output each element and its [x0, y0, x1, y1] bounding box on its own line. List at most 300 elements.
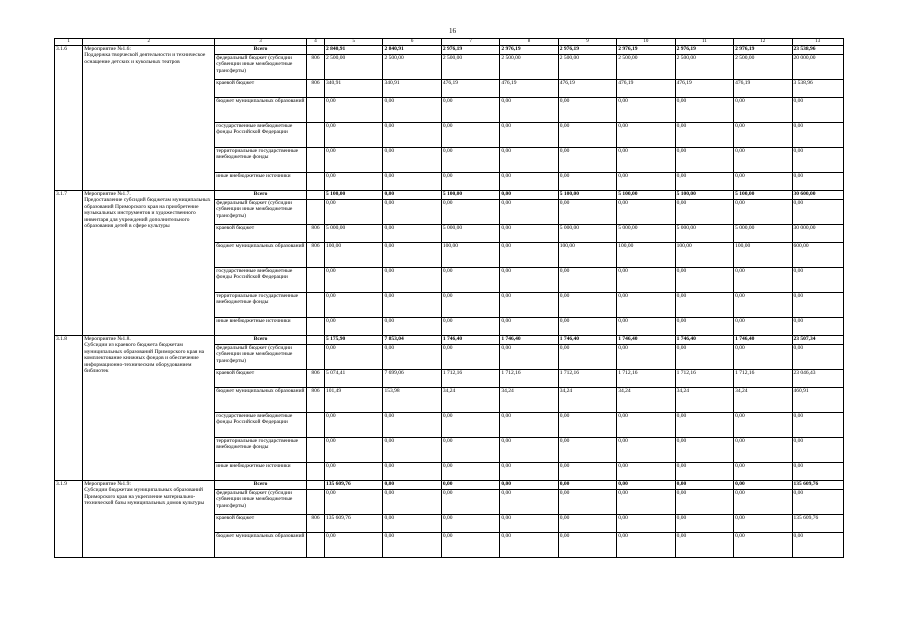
amount-cell: 34,24 [558, 388, 616, 413]
department-code [306, 46, 324, 55]
amount-cell: 0,00 [500, 345, 558, 370]
item-number: 3.1.8 [55, 336, 83, 481]
amount-cell: 0,00 [441, 268, 499, 293]
amount-cell: 0,00 [383, 148, 441, 173]
department-code [306, 191, 324, 200]
amount-cell: 5 000,00 [617, 225, 675, 243]
funding-source: бюджет муниципальных образований [215, 388, 307, 413]
amount-cell: 5 100,00 [734, 191, 792, 200]
amount-cell: 0,00 [792, 173, 843, 191]
amount-cell: 0,00 [792, 345, 843, 370]
department-code [306, 123, 324, 148]
amount-cell: 0,00 [734, 318, 792, 336]
amount-cell: 2 500,00 [734, 55, 792, 80]
column-number: 1 [55, 39, 83, 46]
amount-cell: 0,00 [325, 173, 383, 191]
amount-cell: 0,00 [734, 293, 792, 318]
funding-source: территориальные государственные внебюджетные фонды [215, 438, 307, 463]
amount-cell: 0,00 [383, 293, 441, 318]
amount-cell: 0,00 [325, 345, 383, 370]
amount-cell: 0,00 [441, 123, 499, 148]
amount-cell: 2 840,91 [325, 46, 383, 55]
amount-cell: 100,00 [558, 243, 616, 268]
department-code: 806 [306, 55, 324, 80]
amount-cell: 0,00 [617, 200, 675, 225]
amount-cell: 0,00 [558, 148, 616, 173]
amount-cell: 0,00 [734, 123, 792, 148]
amount-cell: 0,00 [383, 200, 441, 225]
amount-cell: 0,00 [500, 148, 558, 173]
amount-cell: 0,00 [558, 438, 616, 463]
column-number: 13 [792, 39, 843, 46]
amount-cell: 0,00 [441, 515, 499, 533]
amount-cell: 0,00 [383, 191, 441, 200]
amount-cell: 0,00 [675, 345, 733, 370]
amount-cell: 0,00 [792, 533, 843, 558]
amount-cell: 0,00 [617, 515, 675, 533]
department-code [306, 268, 324, 293]
amount-cell: 34,24 [500, 388, 558, 413]
amount-cell: 0,00 [325, 293, 383, 318]
amount-cell: 0,00 [500, 293, 558, 318]
amount-cell: 0,00 [383, 225, 441, 243]
funding-source: бюджет муниципальных образований [215, 533, 307, 558]
department-code [306, 413, 324, 438]
activity-title: Мероприятие №1.9: [84, 481, 131, 487]
amount-cell: 0,00 [325, 438, 383, 463]
amount-cell: 0,00 [500, 200, 558, 225]
amount-cell: 0,00 [441, 490, 499, 515]
amount-cell: 2 500,00 [558, 55, 616, 80]
amount-cell: 0,00 [675, 98, 733, 123]
amount-cell: 0,00 [500, 533, 558, 558]
amount-cell: 0,00 [734, 413, 792, 438]
amount-cell: 2 840,91 [383, 46, 441, 55]
amount-cell: 0,00 [792, 123, 843, 148]
funding-source: федеральный бюджет (субсидии субвенции иные межбюджетные трансферты) [215, 345, 307, 370]
department-code: 806 [306, 370, 324, 388]
amount-cell: 101,49 [325, 388, 383, 413]
amount-cell: 2 500,00 [675, 55, 733, 80]
amount-cell: 2 976,19 [617, 46, 675, 55]
amount-cell: 0,00 [325, 463, 383, 481]
amount-cell: 0,00 [383, 123, 441, 148]
amount-cell: 0,00 [617, 98, 675, 123]
amount-cell: 0,00 [617, 345, 675, 370]
department-code [306, 318, 324, 336]
amount-cell: 5 100,00 [675, 191, 733, 200]
amount-cell: 34,24 [675, 388, 733, 413]
amount-cell: 0,00 [792, 463, 843, 481]
amount-cell: 5 000,00 [558, 225, 616, 243]
amount-cell: 476,19 [500, 80, 558, 98]
amount-cell: 476,19 [558, 80, 616, 98]
amount-cell: 476,19 [441, 80, 499, 98]
amount-cell: 0,00 [617, 318, 675, 336]
funding-source: краевой бюджет [215, 225, 307, 243]
amount-cell: 0,00 [383, 481, 441, 490]
amount-cell: 0,00 [675, 123, 733, 148]
department-code [306, 98, 324, 123]
activity-description: Субсидии из краевого бюджета бюджетам муниципальных образований Приморского края на комплектование книжных фондов и обеспечение информационно-техническим оборудованием библиотек [84, 342, 205, 375]
amount-cell: 0,00 [558, 515, 616, 533]
amount-cell: 0,00 [383, 173, 441, 191]
department-code [306, 345, 324, 370]
amount-cell: 100,00 [617, 243, 675, 268]
amount-cell: 0,00 [441, 98, 499, 123]
amount-cell: 0,00 [500, 173, 558, 191]
amount-cell: 0,00 [500, 438, 558, 463]
amount-cell: 0,00 [500, 490, 558, 515]
amount-cell: 0,00 [617, 123, 675, 148]
amount-cell: 0,00 [558, 463, 616, 481]
amount-cell: 0,00 [558, 533, 616, 558]
amount-cell: 0,00 [792, 98, 843, 123]
amount-cell: 0,00 [441, 345, 499, 370]
activity-cell [83, 481, 215, 558]
item-number: 3.1.9 [55, 481, 83, 558]
amount-cell: 0,00 [617, 173, 675, 191]
item-number: 3.1.6 [55, 46, 83, 191]
department-code [306, 336, 324, 345]
amount-cell: 2 500,00 [500, 55, 558, 80]
amount-cell: 0,00 [441, 438, 499, 463]
funding-source: бюджет муниципальных образований [215, 243, 307, 268]
amount-cell: 0,00 [675, 533, 733, 558]
amount-cell: 0,00 [325, 318, 383, 336]
amount-cell: 30 600,00 [792, 191, 843, 200]
column-number: 4 [306, 39, 324, 46]
amount-cell: 153,98 [383, 388, 441, 413]
amount-cell: 0,00 [734, 200, 792, 225]
activity-cell [83, 191, 215, 336]
amount-cell: 0,00 [500, 481, 558, 490]
column-number: 6 [383, 39, 441, 46]
amount-cell: 476,19 [617, 80, 675, 98]
amount-cell: 5 175,90 [325, 336, 383, 345]
amount-cell: 135 609,76 [792, 481, 843, 490]
department-code [306, 463, 324, 481]
department-code: 806 [306, 225, 324, 243]
amount-cell: 0,00 [325, 268, 383, 293]
department-code: 806 [306, 80, 324, 98]
amount-cell: 1 712,16 [500, 370, 558, 388]
funding-source: государственные внебюджетные фонды Российской Федерации [215, 413, 307, 438]
column-number: 11 [675, 39, 733, 46]
department-code [306, 200, 324, 225]
amount-cell: 0,00 [675, 481, 733, 490]
amount-cell: 0,00 [441, 293, 499, 318]
amount-cell: 0,00 [675, 515, 733, 533]
amount-cell: 0,00 [675, 173, 733, 191]
amount-cell: 0,00 [441, 148, 499, 173]
amount-cell: 2 500,00 [441, 55, 499, 80]
amount-cell: 1 746,40 [734, 336, 792, 345]
amount-cell: 0,00 [558, 413, 616, 438]
amount-cell: 0,00 [441, 413, 499, 438]
column-number: 5 [325, 39, 383, 46]
amount-cell: 0,00 [500, 123, 558, 148]
activity-title: Мероприятие №1.6: [84, 46, 131, 52]
amount-cell: 5 000,00 [441, 225, 499, 243]
amount-cell: 0,00 [325, 148, 383, 173]
amount-cell: 0,00 [500, 515, 558, 533]
amount-cell: 0,00 [441, 463, 499, 481]
funding-source: федеральный бюджет (субсидии субвенции иные межбюджетные трансферты) [215, 55, 307, 80]
activity-description: Предоставление субсидий бюджетам муниципальных образований Приморского края на приобретение музыкальных инструментов и художественного инвентаря для учреждений дополнительного образования детей в сфере культуры [84, 197, 211, 230]
amount-cell: 0,00 [558, 345, 616, 370]
department-code: 806 [306, 388, 324, 413]
amount-cell: 0,00 [500, 318, 558, 336]
amount-cell: 0,00 [734, 345, 792, 370]
column-number: 7 [441, 39, 499, 46]
table-row [55, 336, 844, 345]
amount-cell: 0,00 [325, 490, 383, 515]
department-code [306, 293, 324, 318]
amount-cell: 0,00 [792, 490, 843, 515]
amount-cell: 0,00 [734, 148, 792, 173]
amount-cell: 0,00 [675, 293, 733, 318]
amount-cell: 0,00 [383, 268, 441, 293]
amount-cell: 1 712,16 [675, 370, 733, 388]
page-number: 16 [449, 27, 456, 35]
funding-source: краевой бюджет [215, 370, 307, 388]
amount-cell: 100,00 [441, 243, 499, 268]
amount-cell: 0,00 [441, 200, 499, 225]
amount-cell: 34,24 [617, 388, 675, 413]
amount-cell: 0,00 [325, 200, 383, 225]
amount-cell: 0,00 [383, 318, 441, 336]
amount-cell: 0,00 [792, 268, 843, 293]
amount-cell: 0,00 [500, 191, 558, 200]
column-number: 2 [83, 39, 215, 46]
funding-source: государственные внебюджетные фонды Российской Федерации [215, 268, 307, 293]
amount-cell: 0,00 [558, 318, 616, 336]
funding-source: федеральный бюджет (субсидии субвенции иные межбюджетные трансферты) [215, 490, 307, 515]
amount-cell: 1 712,16 [441, 370, 499, 388]
amount-cell: 1 746,40 [500, 336, 558, 345]
budget-table [54, 38, 844, 558]
amount-cell: 600,00 [792, 243, 843, 268]
amount-cell: 340,91 [325, 80, 383, 98]
amount-cell: 23 046,43 [792, 370, 843, 388]
amount-cell: 0,00 [675, 200, 733, 225]
amount-cell: 0,00 [383, 463, 441, 481]
amount-cell: 0,00 [734, 463, 792, 481]
funding-source: иные внебюджетные источники [215, 463, 307, 481]
amount-cell: 1 712,16 [617, 370, 675, 388]
amount-cell: 0,00 [558, 200, 616, 225]
amount-cell: 2 976,19 [734, 46, 792, 55]
amount-cell: 0,00 [383, 533, 441, 558]
amount-cell: 0,00 [558, 98, 616, 123]
amount-cell: 0,00 [325, 413, 383, 438]
amount-cell: 5 074,41 [325, 370, 383, 388]
department-code [306, 533, 324, 558]
amount-cell: 0,00 [441, 173, 499, 191]
amount-cell: 0,00 [792, 293, 843, 318]
amount-cell: 0,00 [617, 463, 675, 481]
amount-cell: 0,00 [675, 318, 733, 336]
amount-cell: 460,91 [792, 388, 843, 413]
amount-cell: 0,00 [558, 293, 616, 318]
amount-cell: 0,00 [558, 481, 616, 490]
amount-cell: 0,00 [500, 463, 558, 481]
department-code [306, 438, 324, 463]
amount-cell: 0,00 [734, 490, 792, 515]
funding-source: федеральный бюджет (субсидии субвенции иные межбюджетные трансферты) [215, 200, 307, 225]
amount-cell: 3 538,96 [792, 80, 843, 98]
amount-cell: 340,91 [383, 80, 441, 98]
funding-source: территориальные государственные внебюджетные фонды [215, 293, 307, 318]
amount-cell: 0,00 [441, 318, 499, 336]
amount-cell: 0,00 [500, 268, 558, 293]
amount-cell: 0,00 [617, 293, 675, 318]
amount-cell: 5 000,00 [325, 225, 383, 243]
amount-cell: 1 746,40 [558, 336, 616, 345]
table-row [55, 481, 844, 490]
amount-cell: 100,00 [675, 243, 733, 268]
amount-cell: 1 746,40 [441, 336, 499, 345]
total-label: Всего [215, 191, 307, 200]
amount-cell: 0,00 [792, 438, 843, 463]
amount-cell: 0,00 [617, 533, 675, 558]
amount-cell: 0,00 [383, 98, 441, 123]
amount-cell: 0,00 [383, 438, 441, 463]
amount-cell: 2 976,19 [675, 46, 733, 55]
activity-title: Мероприятие №1.8. [84, 336, 131, 342]
amount-cell: 1 746,40 [617, 336, 675, 345]
column-number: 9 [558, 39, 616, 46]
amount-cell: 476,19 [734, 80, 792, 98]
amount-cell: 0,00 [675, 268, 733, 293]
amount-cell: 0,00 [734, 268, 792, 293]
funding-source: краевой бюджет [215, 80, 307, 98]
amount-cell: 23 507,34 [792, 336, 843, 345]
column-number: 8 [500, 39, 558, 46]
amount-cell: 5 100,00 [558, 191, 616, 200]
amount-cell: 0,00 [675, 438, 733, 463]
amount-cell: 476,19 [675, 80, 733, 98]
department-code: 806 [306, 243, 324, 268]
amount-cell: 0,00 [792, 200, 843, 225]
funding-source: государственные внебюджетные фонды Российской Федерации [215, 123, 307, 148]
funding-source: территориальные государственные внебюджетные фонды [215, 148, 307, 173]
amount-cell: 30 000,00 [792, 225, 843, 243]
amount-cell: 7 699,06 [383, 370, 441, 388]
funding-source: иные внебюджетные источники [215, 173, 307, 191]
amount-cell: 5 000,00 [675, 225, 733, 243]
table-body [55, 39, 844, 558]
amount-cell: 5 000,00 [734, 225, 792, 243]
item-number: 3.1.7 [55, 191, 83, 336]
amount-cell: 0,00 [792, 318, 843, 336]
amount-cell: 0,00 [617, 148, 675, 173]
funding-source: бюджет муниципальных образований [215, 98, 307, 123]
amount-cell: 0,00 [734, 98, 792, 123]
amount-cell: 1 712,16 [734, 370, 792, 388]
amount-cell: 135 609,76 [325, 481, 383, 490]
amount-cell: 0,00 [500, 225, 558, 243]
activity-title: Мероприятие №1.7. [84, 191, 131, 197]
amount-cell: 5 100,00 [617, 191, 675, 200]
column-number-row [55, 39, 844, 46]
amount-cell: 0,00 [675, 463, 733, 481]
amount-cell: 23 538,96 [792, 46, 843, 55]
amount-cell: 100,00 [734, 243, 792, 268]
amount-cell: 0,00 [734, 438, 792, 463]
column-number: 12 [734, 39, 792, 46]
amount-cell: 0,00 [325, 533, 383, 558]
amount-cell: 0,00 [675, 413, 733, 438]
department-code [306, 490, 324, 515]
total-label: Всего [215, 46, 307, 55]
amount-cell: 0,00 [734, 173, 792, 191]
amount-cell: 0,00 [325, 98, 383, 123]
activity-description: Поддержка творческой деятельности и техническое оснащение детских и кукольных театров [84, 52, 206, 65]
amount-cell: 1 746,40 [675, 336, 733, 345]
amount-cell: 0,00 [558, 173, 616, 191]
amount-cell: 0,00 [383, 490, 441, 515]
amount-cell: 2 500,00 [383, 55, 441, 80]
amount-cell: 0,00 [792, 413, 843, 438]
amount-cell: 2 976,19 [558, 46, 616, 55]
activity-cell [83, 336, 215, 481]
column-number: 3 [215, 39, 307, 46]
table-row [55, 191, 844, 200]
amount-cell: 100,00 [325, 243, 383, 268]
amount-cell: 34,24 [734, 388, 792, 413]
amount-cell: 0,00 [558, 268, 616, 293]
amount-cell: 0,00 [617, 438, 675, 463]
department-code [306, 173, 324, 191]
amount-cell: 0,00 [441, 533, 499, 558]
amount-cell: 2 976,19 [500, 46, 558, 55]
department-code: 806 [306, 515, 324, 533]
amount-cell: 135 609,76 [325, 515, 383, 533]
funding-source: иные внебюджетные источники [215, 318, 307, 336]
amount-cell: 5 100,00 [441, 191, 499, 200]
activity-cell [83, 46, 215, 191]
amount-cell: 1 712,16 [558, 370, 616, 388]
amount-cell: 20 000,00 [792, 55, 843, 80]
amount-cell: 0,00 [792, 148, 843, 173]
amount-cell: 0,00 [325, 123, 383, 148]
amount-cell: 0,00 [383, 243, 441, 268]
funding-source: краевой бюджет [215, 515, 307, 533]
amount-cell: 2 500,00 [617, 55, 675, 80]
amount-cell: 0,00 [734, 515, 792, 533]
amount-cell: 135 609,76 [792, 515, 843, 533]
amount-cell: 0,00 [734, 533, 792, 558]
department-code [306, 481, 324, 490]
amount-cell: 7 853,04 [383, 336, 441, 345]
amount-cell: 34,24 [441, 388, 499, 413]
activity-description: Субсидии бюджетам муниципальных образований Приморского края на укрепление материально-технической базы муниципальных домов культуры [84, 487, 205, 507]
amount-cell: 0,00 [500, 413, 558, 438]
amount-cell: 5 100,00 [325, 191, 383, 200]
amount-cell: 0,00 [617, 490, 675, 515]
total-label: Всего [215, 336, 307, 345]
amount-cell: 0,00 [383, 515, 441, 533]
amount-cell: 0,00 [441, 481, 499, 490]
amount-cell: 0,00 [617, 413, 675, 438]
amount-cell: 0,00 [675, 490, 733, 515]
amount-cell: 2 500,00 [325, 55, 383, 80]
amount-cell: 0,00 [500, 243, 558, 268]
amount-cell: 0,00 [558, 123, 616, 148]
amount-cell: 0,00 [675, 148, 733, 173]
